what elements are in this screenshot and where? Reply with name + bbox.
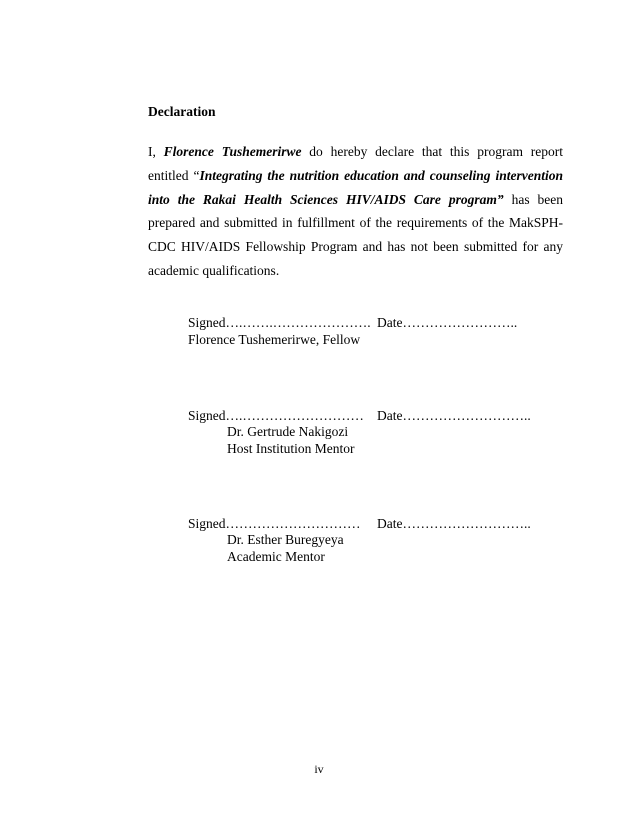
declaration-heading: Declaration xyxy=(148,104,216,119)
fellow-name: Florence Tushemerirwe, Fellow xyxy=(188,332,361,347)
para-prefix: I, xyxy=(148,144,164,159)
academic-mentor-name: Dr. Esther Buregyeya xyxy=(227,532,344,547)
host-mentor-name: Dr. Gertrude Nakigozi xyxy=(227,424,349,439)
report-title: Integrating the nutrition education and counseling intervention into the Rakai Health Sciences HIV/AIDS Care program” xyxy=(148,167,563,207)
host-mentor-date-line: Date……………………….. xyxy=(377,408,531,423)
fellow-signed-line: Signed….…….…………………. xyxy=(188,315,371,330)
host-mentor-role: Host Institution Mentor xyxy=(227,441,355,456)
author-name: Florence Tushemerirwe xyxy=(163,144,302,159)
academic-mentor-signed-line: Signed………………………… xyxy=(188,516,361,531)
host-mentor-signed-line: Signed….……………………… xyxy=(188,408,364,423)
page-number: iv xyxy=(314,762,324,776)
academic-mentor-date-line: Date……………………….. xyxy=(377,516,531,531)
academic-mentor-role: Academic Mentor xyxy=(227,549,325,564)
para-suffix: has been prepared and submitted in fulfillment of the requirements of the MakSPH-CDC HIV/AIDS Fellowship Program and has not been submitted for any academic qualifications. xyxy=(148,191,564,278)
fellow-date-line: Date…………………….. xyxy=(377,315,518,330)
declaration-paragraph xyxy=(148,140,563,283)
para-mid: do hereby declare that this program report entitled “ xyxy=(148,144,563,183)
